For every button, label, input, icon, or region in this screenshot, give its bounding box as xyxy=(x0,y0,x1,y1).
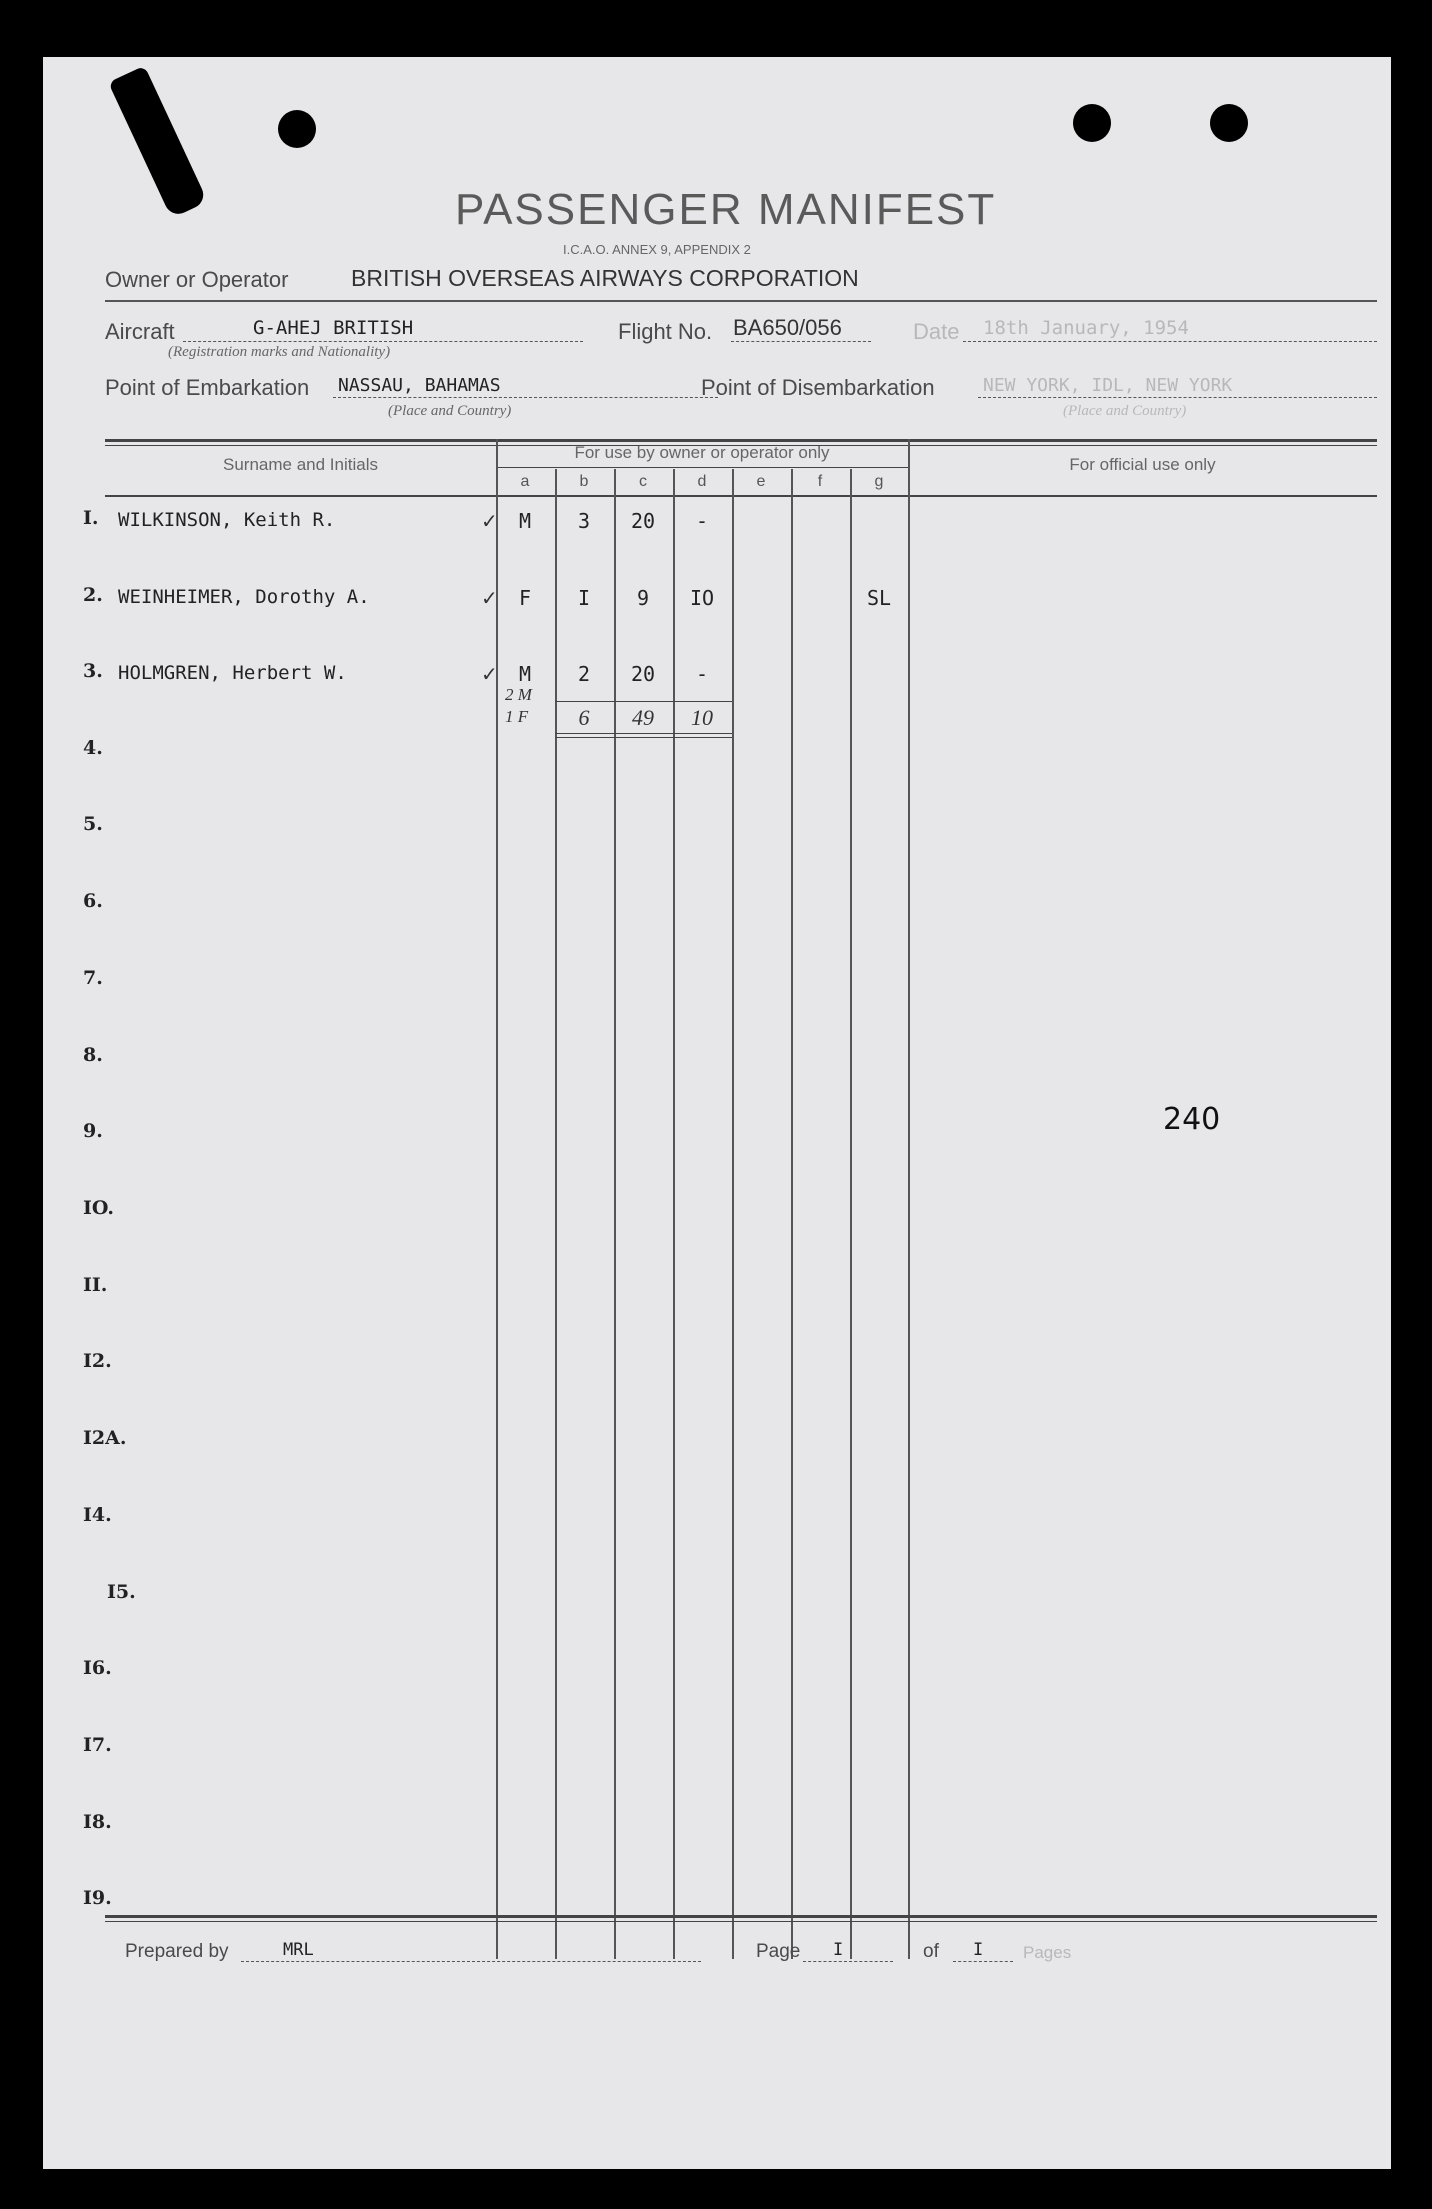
total-d: 10 xyxy=(691,705,713,730)
flight-line xyxy=(731,341,871,342)
totals-label-female: 1 F xyxy=(505,707,529,726)
cell-d: - xyxy=(695,509,709,533)
col-header-c: c xyxy=(639,473,647,490)
cell-b: 3 xyxy=(577,509,591,533)
row-number: I7. xyxy=(83,1734,112,1756)
row-number: 5. xyxy=(83,813,103,835)
cell-c: 20 xyxy=(630,509,656,533)
cell-sex: F xyxy=(518,586,532,610)
page-line xyxy=(803,1961,893,1962)
of-value: I xyxy=(973,1940,984,1960)
disembark-label: Point of Disembarkation xyxy=(701,375,935,400)
cell-c: 9 xyxy=(636,586,650,610)
check-mark-icon: ✓ xyxy=(481,588,498,610)
totals-double-rule xyxy=(555,737,732,738)
totals-double-rule xyxy=(555,733,732,734)
cell-g: SL xyxy=(866,586,892,610)
page-title: PASSENGER MANIFEST xyxy=(455,185,997,234)
operator-header-rule xyxy=(496,467,908,468)
total-c: 49 xyxy=(632,705,654,730)
pages-label: Pages xyxy=(1023,1943,1072,1962)
row-number: 6. xyxy=(83,890,103,912)
cell-sex: M xyxy=(518,662,532,686)
date-value: 18th January, 1954 xyxy=(983,317,1189,339)
row-number: 7. xyxy=(83,967,103,989)
embark-note: (Place and Country) xyxy=(388,403,512,419)
aircraft-value: G-AHEJ BRITISH xyxy=(253,317,414,339)
stamp-number: 240 xyxy=(1163,1102,1221,1137)
row-number: 9. xyxy=(83,1120,103,1142)
official-column-header: For official use only xyxy=(1069,455,1216,474)
page-label: Page xyxy=(756,1941,801,1962)
passenger-name: WEINHEIMER, Dorothy A. xyxy=(118,586,370,608)
punch-hole xyxy=(1073,104,1111,142)
row-number: I6. xyxy=(83,1657,112,1679)
name-column-header: Surname and Initials xyxy=(223,455,378,474)
page-subtitle: I.C.A.O. ANNEX 9, APPENDIX 2 xyxy=(563,242,751,257)
col-header-g: g xyxy=(874,473,884,490)
column-divider xyxy=(791,469,793,1959)
col-header-e: e xyxy=(756,473,766,490)
table-header-rule xyxy=(105,495,1377,497)
column-divider xyxy=(614,469,616,1959)
owner-label: Owner or Operator xyxy=(105,267,289,292)
aircraft-line xyxy=(183,341,583,342)
row-number: I. xyxy=(83,507,99,529)
row-number: IO. xyxy=(83,1197,114,1219)
row-number: 4. xyxy=(83,737,103,759)
cell-b: 2 xyxy=(577,662,591,686)
row-number: I5. xyxy=(107,1581,136,1603)
row-number: 8. xyxy=(83,1044,103,1066)
owner-value: BRITISH OVERSEAS AIRWAYS CORPORATION xyxy=(351,265,859,291)
date-line xyxy=(963,341,1377,342)
passenger-name: HOLMGREN, Herbert W. xyxy=(118,662,347,684)
embark-value: NASSAU, BAHAMAS xyxy=(338,375,501,396)
check-mark-icon: ✓ xyxy=(481,511,498,533)
check-mark-icon: ✓ xyxy=(481,664,498,686)
cell-sex: M xyxy=(518,509,532,533)
disembark-value: NEW YORK, IDL, NEW YORK xyxy=(983,375,1233,396)
cell-d: IO xyxy=(689,586,715,610)
flight-value: BA650/056 xyxy=(733,315,842,340)
col-header-b: b xyxy=(579,473,589,490)
punch-hole xyxy=(278,110,316,148)
column-divider xyxy=(673,469,675,1959)
of-label: of xyxy=(923,1941,939,1962)
row-number: I4. xyxy=(83,1504,112,1526)
aircraft-label: Aircraft xyxy=(105,319,175,344)
row-number: I2A. xyxy=(83,1427,127,1449)
row-number: I9. xyxy=(83,1887,112,1909)
prepared-by-value: MRL xyxy=(283,1940,314,1960)
row-number: 2. xyxy=(83,584,103,606)
column-divider xyxy=(732,469,734,1959)
totals-label-male: 2 M xyxy=(505,685,532,704)
column-divider xyxy=(908,439,910,1959)
page-value: I xyxy=(833,1940,844,1960)
cell-b: I xyxy=(577,586,591,610)
col-header-d: d xyxy=(697,473,707,490)
flight-label: Flight No. xyxy=(618,319,713,344)
row-number: I2. xyxy=(83,1350,112,1372)
passenger-name: WILKINSON, Keith R. xyxy=(118,509,336,531)
table-bottom-rule xyxy=(105,1915,1377,1918)
embark-label: Point of Embarkation xyxy=(105,375,310,400)
prepared-by-line xyxy=(241,1961,701,1962)
row-number: II. xyxy=(83,1274,108,1296)
total-b: 6 xyxy=(578,705,590,730)
row-number: I8. xyxy=(83,1811,112,1833)
cell-c: 20 xyxy=(630,662,656,686)
col-header-f: f xyxy=(817,473,823,490)
aircraft-note: (Registration marks and Nationality) xyxy=(168,344,391,360)
totals-top-rule xyxy=(555,701,732,702)
operator-column-header: For use by owner or operator only xyxy=(574,443,830,462)
header-rule xyxy=(105,300,1377,302)
column-divider xyxy=(555,469,557,1959)
column-divider xyxy=(850,469,852,1959)
row-number: 3. xyxy=(83,660,103,682)
manifest-sheet xyxy=(43,57,1391,2169)
disembark-line xyxy=(978,397,1377,398)
black-ink-mark xyxy=(108,66,208,219)
disembark-note: (Place and Country) xyxy=(1063,403,1187,419)
date-label: Date xyxy=(913,319,960,344)
embark-line xyxy=(333,397,718,398)
table-bottom-rule-thin xyxy=(105,1921,1377,1922)
table-top-rule xyxy=(105,439,1377,442)
punch-hole xyxy=(1210,104,1248,142)
prepared-by-label: Prepared by xyxy=(125,1941,229,1962)
of-line xyxy=(953,1961,1013,1962)
col-header-a: a xyxy=(520,473,530,490)
cell-d: - xyxy=(695,662,709,686)
